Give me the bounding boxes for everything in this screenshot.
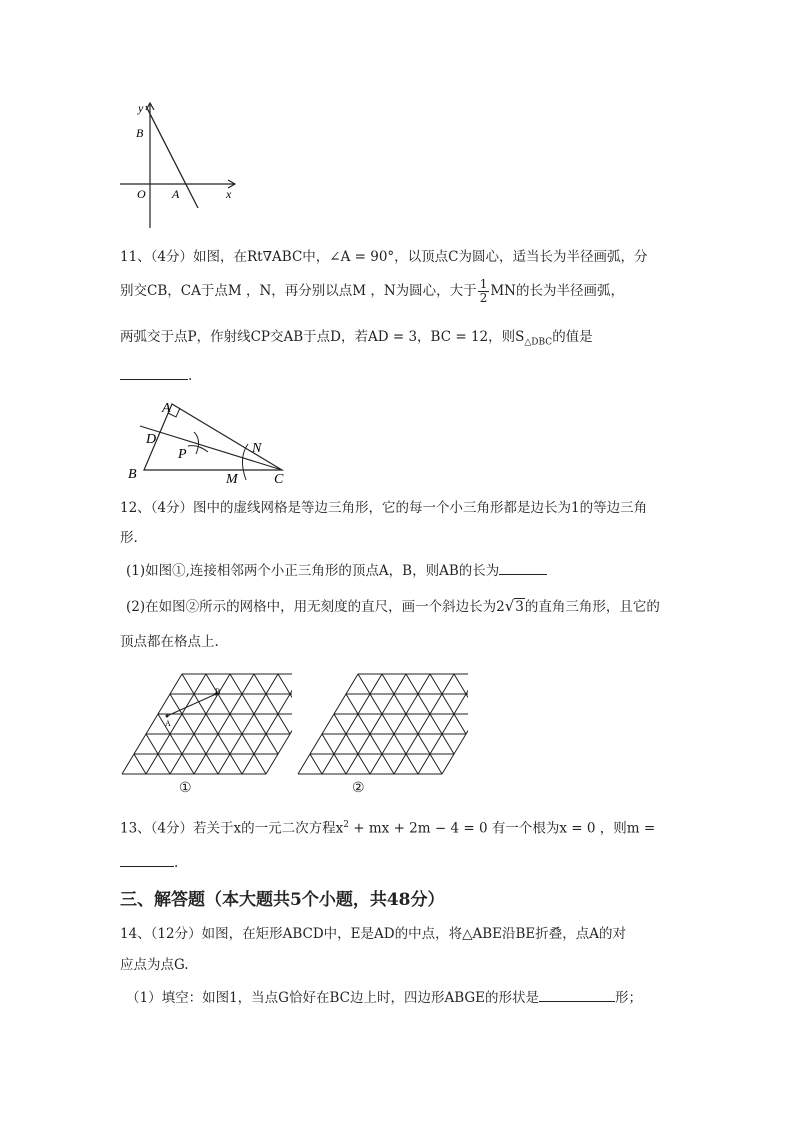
q11-line2-a: 别交CB，CA于点M ，N，再分别以点M ，N为圆心，大于 bbox=[120, 283, 477, 299]
q11-line3-text: 两弧交于点P，作射线CP交AB于点D，若AD = 3，BC = 12，则S bbox=[120, 329, 525, 345]
label-o: O bbox=[137, 187, 146, 201]
grid-line bbox=[194, 674, 254, 774]
coordinate-figure bbox=[112, 98, 247, 233]
label-a: A bbox=[165, 719, 171, 728]
grid-line bbox=[442, 674, 468, 774]
grid-line bbox=[182, 674, 242, 774]
grid-line bbox=[266, 674, 292, 774]
grid-line bbox=[170, 674, 230, 774]
grid-line bbox=[122, 674, 182, 774]
q13-answer-blank[interactable] bbox=[120, 852, 178, 873]
grid-line bbox=[370, 674, 430, 774]
figure-label-2: ② bbox=[352, 780, 365, 796]
label-b: B bbox=[128, 467, 137, 482]
label-a: A bbox=[172, 187, 180, 201]
q14-part1-blank[interactable] bbox=[539, 987, 615, 1002]
q11-end-mark: . bbox=[188, 368, 193, 384]
grid-line bbox=[334, 714, 370, 774]
q12-part2: (2)在如图②所示的网格中，用无刻度的直尺，画一个斜边长为2√3的直角三角形，且它的 bbox=[126, 597, 660, 615]
frac-num: 1 bbox=[479, 277, 488, 291]
q14-line2: 应点为点G. bbox=[120, 957, 189, 973]
q14-part1 bbox=[126, 987, 642, 1008]
q12-line2: 形. bbox=[120, 530, 138, 546]
grid-line bbox=[254, 674, 290, 734]
q11-line1: 11、（4分）如图，在Rt∇ABC中，∠A = 90°，以顶点C为圆心，适当长为半径画弧，分 bbox=[120, 249, 648, 265]
label-m: M bbox=[226, 472, 238, 486]
label-c: C bbox=[274, 472, 284, 486]
label-n: N bbox=[252, 441, 262, 456]
q11-answer-blank[interactable] bbox=[120, 365, 192, 386]
grid-line bbox=[358, 674, 418, 774]
label-a: A bbox=[162, 401, 171, 416]
grid-line bbox=[346, 674, 406, 774]
q11-line3 bbox=[120, 327, 593, 353]
label-b: B bbox=[215, 687, 221, 696]
q12-part2-line2: 顶点都在格点上. bbox=[120, 634, 219, 650]
label-p: P bbox=[178, 447, 187, 462]
q12-part2-b: 的直角三角形，且它的 bbox=[524, 599, 660, 615]
grid-line bbox=[382, 674, 442, 774]
q13-sup: 2 bbox=[343, 820, 349, 830]
q13-line1 bbox=[120, 815, 655, 839]
grid-figure-2 bbox=[296, 672, 468, 776]
grid-line bbox=[298, 674, 358, 774]
figure-label-1: ① bbox=[179, 780, 192, 796]
label-b: B bbox=[136, 126, 144, 140]
q11-line2-b: MN的长为半径画弧， bbox=[490, 283, 624, 299]
q12-part2-a: (2)在如图②所示的网格中，用无刻度的直尺，画一个斜边长为2 bbox=[126, 599, 505, 615]
grid-line bbox=[394, 674, 454, 774]
grid-line bbox=[218, 674, 278, 774]
q11-line3-end: 的值是 bbox=[552, 329, 593, 345]
grid-line bbox=[158, 714, 194, 774]
sqrt-radicand: 3 bbox=[515, 599, 524, 615]
frac-den: 2 bbox=[479, 291, 488, 305]
q11-line3-sub: △DBC bbox=[524, 337, 553, 348]
q12-part1-blank[interactable] bbox=[499, 560, 547, 575]
grid-2-lines bbox=[298, 674, 468, 774]
q13-line1-b: + mx + 2m − 4 = 0 有一个根为x = 0 ，则m = bbox=[348, 820, 656, 837]
q13-end-mark: . bbox=[174, 855, 179, 871]
q14-line1: 14、（12分）如图，在矩形ABCD中，E是AD的中点，将△ABE沿BE折叠，点A的对 bbox=[120, 926, 627, 942]
grid-line bbox=[310, 754, 322, 774]
q12-part1-text: (1)如图①,连接相邻两个小正三角形的顶点A，B，则AB的长为 bbox=[126, 563, 500, 579]
q11-line2 bbox=[120, 278, 624, 305]
q14-part1-b: 形； bbox=[615, 990, 643, 1006]
label-y: y bbox=[138, 101, 144, 115]
q12-line1: 12、（4分）图中的虚线网格是等边三角形，它的每一个小三角形都是边长为1的等边三角 bbox=[120, 500, 648, 516]
point-a bbox=[166, 715, 169, 718]
grid-line bbox=[146, 674, 206, 774]
q13-line1-a: 13、（4分）若关于x的一元二次方程x bbox=[120, 820, 344, 837]
label-d: D bbox=[146, 432, 157, 447]
q12-part1 bbox=[126, 560, 547, 581]
grid-line bbox=[134, 754, 146, 774]
grid-line bbox=[322, 674, 382, 774]
q14-part1-a: （1）填空：如图1，当点G恰好在BC边上时，四边形ABGE的形状是 bbox=[126, 990, 540, 1006]
section-3-title: 三、解答题（本大题共5个小题，共48分） bbox=[120, 890, 445, 910]
triangle-figure bbox=[122, 394, 302, 486]
fraction-half bbox=[478, 278, 490, 305]
grid-1-lines bbox=[122, 674, 292, 774]
label-x: x bbox=[226, 187, 232, 201]
grid-figure-1 bbox=[120, 672, 292, 776]
grid-line bbox=[430, 674, 466, 734]
